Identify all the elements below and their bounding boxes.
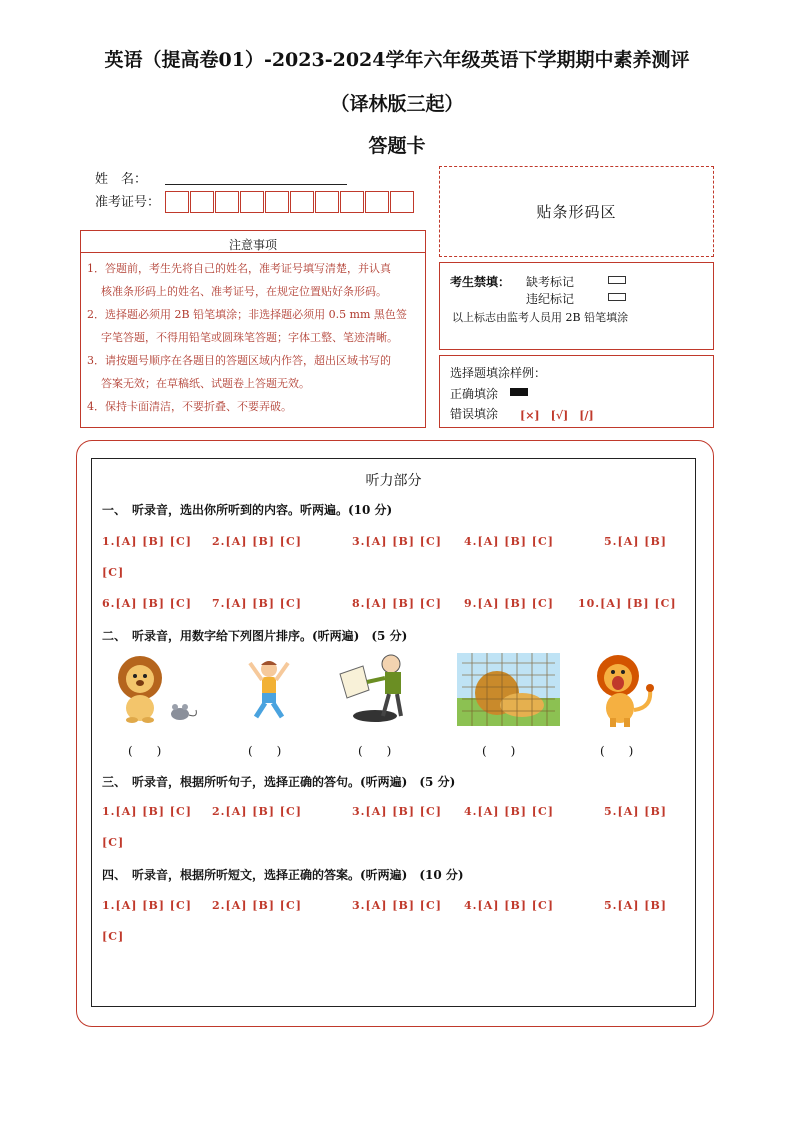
- jumping-boy-picture: [244, 655, 294, 723]
- question-1[interactable]: 1.[A] [B] [C]: [102, 535, 192, 548]
- forbidden-label: 考生禁填：: [450, 275, 511, 289]
- man-with-hole-picture: [335, 652, 420, 724]
- question-3[interactable]: 3.[A] [B] [C]: [352, 899, 442, 912]
- violation-mark-box[interactable]: [608, 293, 626, 301]
- absent-mark-box[interactable]: [608, 276, 626, 284]
- question-3[interactable]: 3.[A] [B] [C]: [352, 535, 442, 548]
- section-4-heading: 四、 听录音，根据所听短文，选择正确的答案。(听两遍) (10 分): [102, 868, 464, 882]
- filled-mark-icon: [510, 388, 528, 396]
- name-label: 姓 名：: [95, 172, 148, 187]
- question-9[interactable]: 9.[A] [B] [C]: [464, 597, 554, 610]
- question-5-option-c[interactable]: [C]: [102, 566, 125, 579]
- id-digit-box[interactable]: [365, 191, 389, 213]
- correct-label: 正确填涂: [450, 387, 499, 401]
- notice-line: 答案无效；在草稿纸、试题卷上答题无效。: [101, 377, 310, 390]
- question-10[interactable]: 10.[A] [B] [C]: [578, 597, 677, 610]
- question-2[interactable]: 2.[A] [B] [C]: [212, 805, 302, 818]
- id-digit-box[interactable]: [165, 191, 189, 213]
- id-digit-box[interactable]: [240, 191, 264, 213]
- notice-line: 核准条形码上的姓名、准考证号，在规定位置贴好条形码。: [101, 285, 387, 298]
- id-digit-box[interactable]: [315, 191, 339, 213]
- question-5-option-c[interactable]: [C]: [102, 930, 125, 943]
- barcode-area: [439, 166, 714, 257]
- id-digit-box[interactable]: [390, 191, 414, 213]
- picture-5-answer[interactable]: ( ): [600, 744, 634, 758]
- sample-title: 选择题填涂样例：: [450, 366, 547, 380]
- picture-3-answer[interactable]: ( ): [358, 744, 392, 758]
- notice-line: 1．答题前，考生先将自己的姓名，准考证号填写清楚，并认真: [87, 262, 391, 275]
- picture-2-answer[interactable]: ( ): [248, 744, 282, 758]
- question-1[interactable]: 1.[A] [B] [C]: [102, 899, 192, 912]
- question-4[interactable]: 4.[A] [B] [C]: [464, 805, 554, 818]
- question-6[interactable]: 6.[A] [B] [C]: [102, 597, 192, 610]
- question-5-option-c[interactable]: [C]: [102, 836, 125, 849]
- answer-sheet-title: 答题卡: [368, 135, 426, 157]
- notice-box: [80, 230, 426, 428]
- forbidden-note: 以上标志由监考人员用 2B 铅笔填涂: [452, 311, 629, 324]
- absent-label: 缺考标记: [526, 275, 575, 289]
- examiner-only-box: [439, 262, 714, 350]
- question-8[interactable]: 8.[A] [B] [C]: [352, 597, 442, 610]
- question-5[interactable]: 5.[A] [B]: [604, 805, 667, 818]
- question-5[interactable]: 5.[A] [B]: [604, 899, 667, 912]
- section-2-heading: 二、 听录音，用数字给下列图片排序。(听两遍) (5 分): [102, 629, 408, 643]
- lion-and-mouse-picture: [112, 652, 202, 724]
- id-digit-box[interactable]: [340, 191, 364, 213]
- exam-edition: （译林版三起）: [330, 93, 464, 115]
- id-label: 准考证号：: [95, 195, 161, 210]
- notice-line: 2．选择题必须用 2B 铅笔填涂；非选择题必须用 0.5 mm 黑色签: [87, 308, 407, 321]
- notice-title: 注意事项: [81, 231, 425, 253]
- lion-in-net-picture: [457, 653, 560, 726]
- question-3[interactable]: 3.[A] [B] [C]: [352, 805, 442, 818]
- listening-title: 听力部分: [365, 473, 422, 489]
- picture-1-answer[interactable]: ( ): [128, 744, 162, 758]
- exam-title: 英语（提高卷01）-2023-2024学年六年级英语下学期期中素养测评: [104, 49, 690, 71]
- section-1-heading: 一、 听录音，选出你所听到的内容。听两遍。(10 分): [102, 503, 393, 517]
- name-field[interactable]: [165, 183, 347, 185]
- question-2[interactable]: 2.[A] [B] [C]: [212, 535, 302, 548]
- notice-line: 3．请按题号顺序在各题目的答题区域内作答，超出区域书写的: [87, 354, 391, 367]
- wrong-label: 错误填涂: [450, 407, 499, 421]
- violation-label: 违纪标记: [526, 292, 575, 306]
- id-digit-box[interactable]: [190, 191, 214, 213]
- question-7[interactable]: 7.[A] [B] [C]: [212, 597, 302, 610]
- picture-4-answer[interactable]: ( ): [482, 744, 516, 758]
- notice-line: 4．保持卡面清洁，不要折叠、不要弄破。: [87, 400, 292, 413]
- question-4[interactable]: 4.[A] [B] [C]: [464, 535, 554, 548]
- notice-line: 字笔答题，不得用铅笔或圆珠笔答题；字体工整、笔迹清晰。: [101, 331, 398, 344]
- roaring-lion-picture: [590, 652, 662, 728]
- wrong-marks: [×] [√] [/]: [520, 409, 594, 422]
- id-digit-box[interactable]: [215, 191, 239, 213]
- id-digit-box[interactable]: [265, 191, 289, 213]
- question-4[interactable]: 4.[A] [B] [C]: [464, 899, 554, 912]
- id-digit-box[interactable]: [290, 191, 314, 213]
- question-2[interactable]: 2.[A] [B] [C]: [212, 899, 302, 912]
- question-1[interactable]: 1.[A] [B] [C]: [102, 805, 192, 818]
- barcode-label: 贴条形码区: [536, 203, 617, 221]
- section-3-heading: 三、 听录音，根据所听句子，选择正确的答句。(听两遍) (5 分): [102, 775, 456, 789]
- fill-sample-box: [439, 355, 714, 428]
- question-5[interactable]: 5.[A] [B]: [604, 535, 667, 548]
